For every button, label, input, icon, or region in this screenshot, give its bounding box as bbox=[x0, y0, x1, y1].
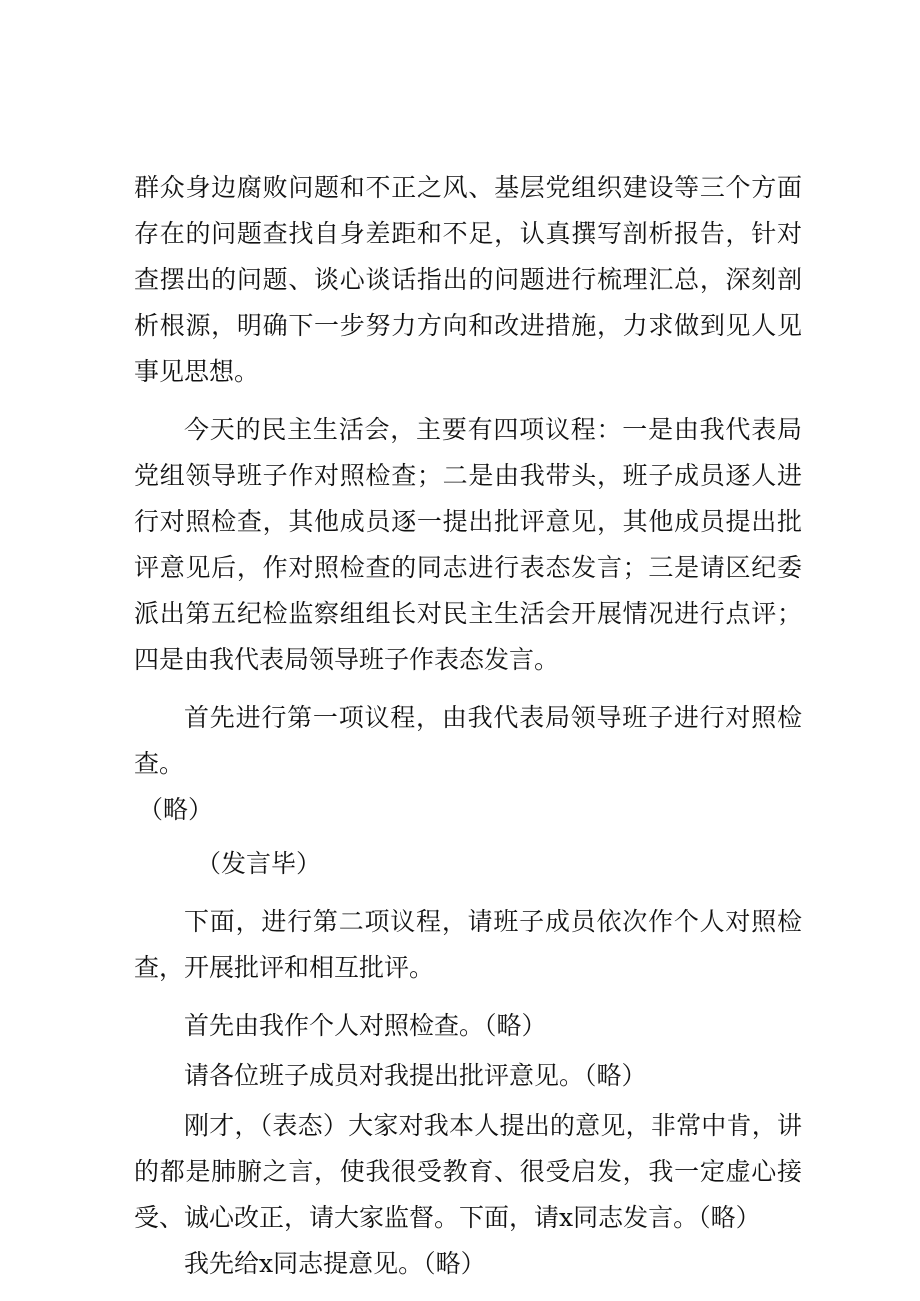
paragraph-response: 刚才，（表态）大家对我本人提出的意见，非常中肯，讲的都是肺腑之言，使我很受教育、很受启发，我一定虚心接受、诚心改正，请大家监督。下面，请x同志发言。（略） bbox=[134, 1111, 802, 1232]
paragraph-request-criticism: 请各位班子成员对我提出批评意见。（略） bbox=[184, 1061, 647, 1090]
paragraph-give-opinion: 我先给x同志提意见。（略） bbox=[184, 1249, 486, 1278]
paragraph-second-agenda-item: 下面，进行第二项议程，请班子成员依次作个人对照检查，开展批评和相互批评。 bbox=[134, 907, 802, 982]
paragraph-omitted-note: （略） bbox=[138, 795, 214, 824]
document-body bbox=[134, 165, 802, 1287]
paragraph-speech-end-note: （发言毕） bbox=[196, 849, 322, 878]
paragraph-first-agenda-item: 首先进行第一项议程，由我代表局领导班子进行对照检查。 bbox=[134, 703, 802, 778]
paragraph-continuation: 群众身边腐败问题和不正之风、基层党组织建设等三个方面存在的问题查找自身差距和不足，认真撰写剖析报告，针对查摆出的问题、谈心谈话指出的问题进行梳理汇总，深刻剖析根源，明确下一步努力方向和改进措施，力求做到见人见事见思想。 bbox=[134, 173, 802, 386]
paragraph-self-review: 首先由我作个人对照检查。（略） bbox=[184, 1011, 547, 1040]
paragraph-agenda: 今天的民主生活会，主要有四项议程：一是由我代表局党组领导班子作对照检查；二是由我带头，班子成员逐人进行对照检查，其他成员逐一提出批评意见，其他成员提出批评意见后，作对照检查的同志进行表态发言；三是请区纪委派出第五纪检监察组组长对民主生活会开展情况进行点评；四是由我代表局领导班子作表态发言。 bbox=[134, 415, 802, 674]
